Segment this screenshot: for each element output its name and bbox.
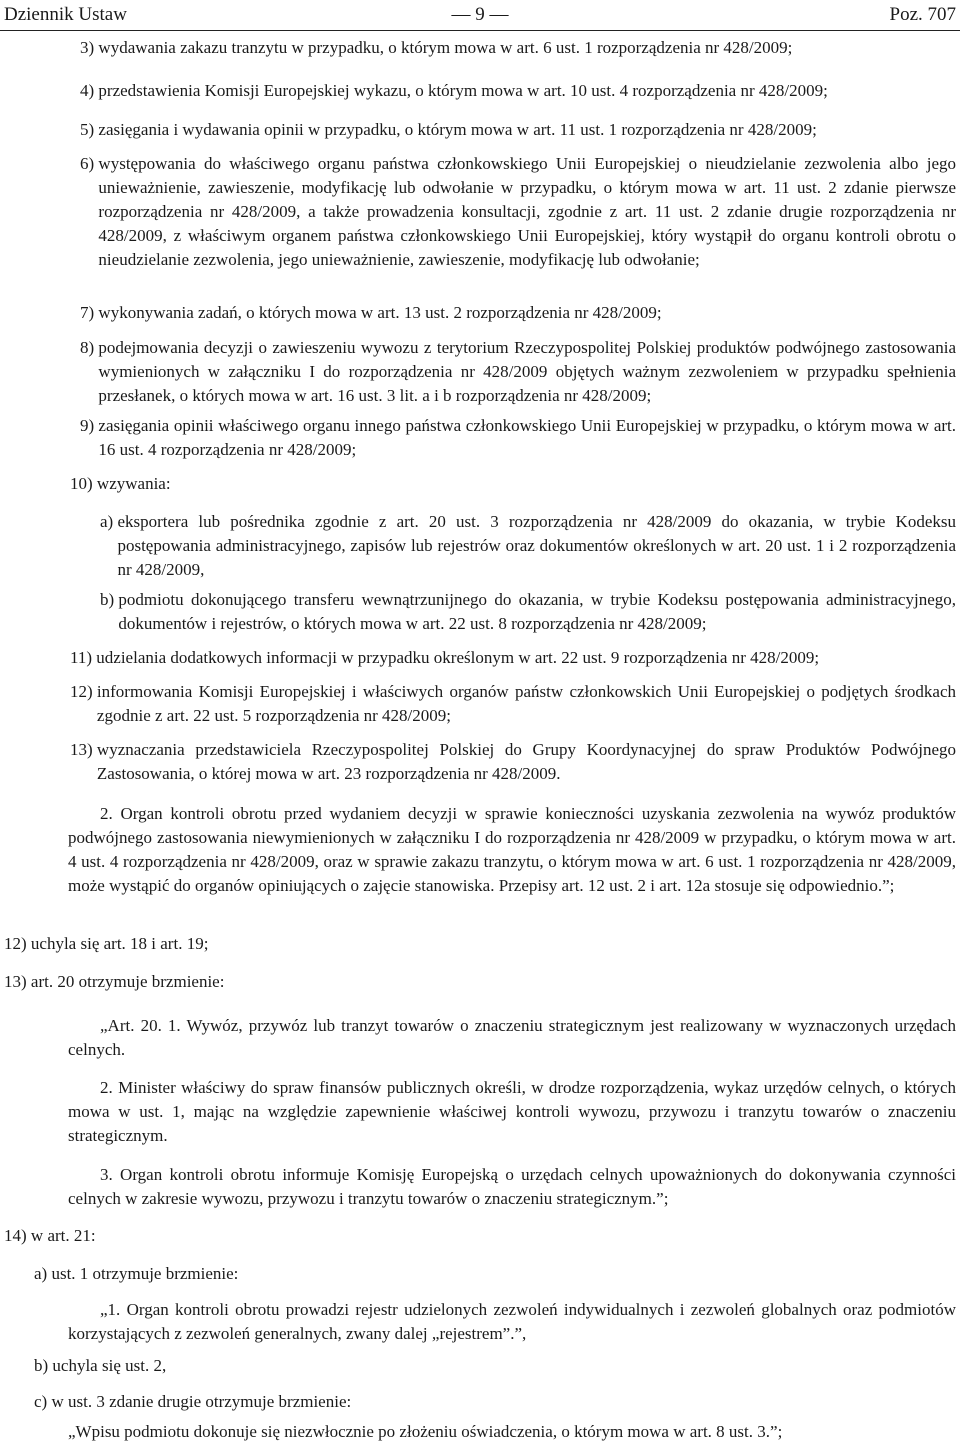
list-item-10: 10) wzywania: <box>70 474 171 493</box>
art-21-ust-3-text: „Wpisu podmiotu dokonuje się niezwłocznie po złożeniu oświadczenia, o którym mowa w art. 8 ust. 3.”; <box>68 1422 783 1441</box>
point-13: 13) art. 20 otrzymuje brzmienie: <box>4 972 225 991</box>
point-14b: b) uchyla się ust. 2, <box>34 1356 167 1375</box>
list-item-10b: b) podmiotu dokonującego transferu wewnątrzunijnego do okazania, w trybie Kodeksu postępowania administracyjnego, dokumentów i rejestrów, o których mowa w art. 22 ust. 8 rozporządzenia nr 428/2009; <box>100 590 956 633</box>
point-14: 14) w art. 21: <box>4 1226 96 1245</box>
list-item-5: 5) zasięgania i wydawania opinii w przypadku, o którym mowa w art. 11 ust. 1 rozporządzenia nr 428/2009; <box>80 120 817 139</box>
list-item-4: 4) przedstawienia Komisji Europejskiej wykazu, o którym mowa w art. 10 ust. 4 rozporządzenia nr 428/2009; <box>80 81 828 100</box>
point-12: 12) uchyla się art. 18 i art. 19; <box>4 934 209 953</box>
list-item-12: 12) informowania Komisji Europejskiej i właściwych organów państw członkowskich Unii Europejskiej o podjętych środkach zgodnie z art. 22 ust. 5 rozporządzenia nr 428/2009; <box>70 682 956 725</box>
list-item-9: 9) zasięgania opinii właściwego organu innego państwa członkowskiego Unii Europejskiej w przypadku, o którym mowa w art. 16 ust. 4 rozporządzenia nr 428/2009; <box>80 416 956 459</box>
page-number: — 9 — <box>451 4 509 25</box>
list-item-7: 7) wykonywania zadań, o których mowa w art. 13 ust. 2 rozporządzenia nr 428/2009; <box>80 303 662 322</box>
art-20-ust-2: 2. Minister właściwy do spraw finansów publicznych określi, w drodze rozporządzenia, wykaz urzędów celnych, o których mowa w ust. 1, mając na względzie zapewnienie właściwej kontroli wywozu, przywozu i tranzytu towarów o znaczeniu strategicznym. <box>68 1078 956 1145</box>
point-14c: c) w ust. 3 zdanie drugie otrzymuje brzmienie: <box>34 1392 352 1411</box>
point-14a: a) ust. 1 otrzymuje brzmienie: <box>34 1264 239 1283</box>
list-item-10a: a) eksportera lub pośrednika zgodnie z art. 20 ust. 3 rozporządzenia nr 428/2009 do okazania, w trybie Kodeksu postępowania administracyjnego, zapisów lub rejestrów oraz dokumentów określonych w art. 20 ust. 1 i 2 rozporządzenia nr 428/2009, <box>100 512 956 579</box>
art-21-ust-1: „1. Organ kontroli obrotu prowadzi rejestr udzielonych zezwoleń indywidualnych i zezwoleń globalnych oraz podmiotów korzystających z zezwoleń generalnych, zwany dalej „rejestrem”.”, <box>68 1300 956 1343</box>
journal-title: Dziennik Ustaw <box>4 4 127 25</box>
list-item-8: 8) podejmowania decyzji o zawieszeniu wywozu z terytorium Rzeczypospolitej Polskiej produktów podwójnego zastosowania wymienionych w załączniku I do rozporządzenia nr 428/2009 objętych ważnym zezwoleniem w przypadku spełnienia przesłanek, o których mowa w art. 16 ust. 3 lit. a i b rozporządzenia nr 428/2009; <box>80 338 956 405</box>
header-rule <box>0 30 960 31</box>
list-item-13: 13) wyznaczania przedstawiciela Rzeczypospolitej Polskiej do Grupy Koordynacyjnej do spraw Produktów Podwójnego Zastosowania, o której mowa w art. 23 rozporządzenia nr 428/2009. <box>70 740 956 783</box>
list-item-6: 6) występowania do właściwego organu państwa członkowskiego Unii Europejskiej o nieudzielanie zezwolenia albo jego unieważnienie, zawieszenie, modyfikację lub odwołanie w przypadku, o którym mowa w art. 11 ust. 2 zdanie pierwsze rozporządzenia nr 428/2009, a także prowadzenia konsultacji, zgodnie z art. 11 ust. 2 zdanie drugie rozporządzenia nr 428/2009, z właściwym organem państwa członkowskiego Unii Europejskiej, który wystąpił do organu kontroli obrotu o nieudzielanie zezwolenia, jego unieważnienie, zawieszenie, modyfikację lub odwołanie; <box>80 154 956 269</box>
paragraph-2: 2. Organ kontroli obrotu przed wydaniem decyzji w sprawie konieczności uzyskania zezwolenia na wywóz produktów podwójnego zastosowania niewymienionych w załączniku I do rozporządzenia nr 428/2009 w przypadku, o którym mowa w art. 4 ust. 4 rozporządzenia nr 428/2009, oraz w sprawie zakazu tranzytu, o którym mowa w art. 6 ust. 1 rozporządzenia nr 428/2009, może wystąpić do organów opiniujących o zajęcie stanowiska. Przepisy art. 12 ust. 2 i art. 12a stosuje się odpowiednio.”; <box>68 804 956 895</box>
list-item-3: 3) wydawania zakazu tranzytu w przypadku, o którym mowa w art. 6 ust. 1 rozporządzenia nr 428/2009; <box>80 38 793 57</box>
page-header <box>0 0 960 30</box>
list-item-11: 11) udzielania dodatkowych informacji w przypadku określonym w art. 22 ust. 9 rozporządzenia nr 428/2009; <box>70 648 820 667</box>
position-number: Poz. 707 <box>889 4 956 25</box>
art-20-ust-3: 3. Organ kontroli obrotu informuje Komisję Europejską o urzędach celnych upoważnionych do dokonywania czynności celnych w zakresie wywozu, przywozu i tranzytu towarów o znaczeniu strategicznym.”; <box>68 1165 956 1208</box>
art-20-ust-1: „Art. 20. 1. Wywóz, przywóz lub tranzyt towarów o znaczeniu strategicznym jest realizowany w wyznaczonych urzędach celnych. <box>68 1016 956 1059</box>
